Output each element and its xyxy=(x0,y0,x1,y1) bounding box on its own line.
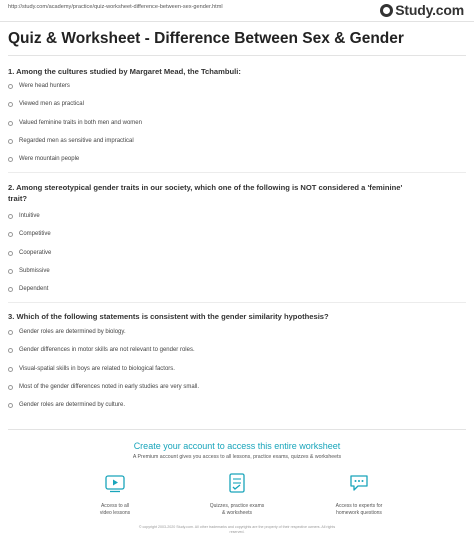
study-logo-text: Study.com xyxy=(395,2,464,18)
answer-option[interactable]: Gender differences in motor skills are not relevant to gender roles. xyxy=(8,347,195,353)
answer-option[interactable]: Visual-spatial skills in boys are related to biological factors. xyxy=(8,366,175,372)
question-3 xyxy=(8,311,463,408)
page-title: Quiz & Worksheet - Difference Between Sex & Gender xyxy=(8,30,404,47)
question-text: 2. Among stereotypical gender traits in our society, which one of the following is NOT considered a 'feminine' trait? xyxy=(8,183,403,203)
copyright-notice: © copyright 2003-2020 Study.com. All other trademarks and copyrights are the property of their respective owners. All rights reserved. xyxy=(138,525,336,534)
answer-option[interactable]: Intuitive xyxy=(8,213,40,219)
question-text: 3. Which of the following statements is consistent with the gender similarity hypothesis? xyxy=(8,312,329,321)
feature-experts xyxy=(319,472,399,516)
question-divider xyxy=(8,302,466,303)
chat-icon xyxy=(348,472,370,494)
answer-option[interactable]: Regarded men as sensitive and impractical xyxy=(8,138,134,144)
signup-promo xyxy=(8,429,466,532)
radio-icon[interactable] xyxy=(8,403,13,408)
answer-option[interactable]: Valued feminine traits in both men and women xyxy=(8,120,142,126)
radio-icon[interactable] xyxy=(8,330,13,335)
page-url[interactable]: http://study.com/academy/practice/quiz-worksheet-difference-between-sex-gender.html xyxy=(8,4,223,10)
video-icon xyxy=(104,472,126,494)
promo-title[interactable]: Create your account to access this entire worksheet xyxy=(133,441,341,451)
study-logo[interactable] xyxy=(380,2,464,18)
question-2 xyxy=(8,182,463,292)
radio-icon[interactable] xyxy=(8,367,13,372)
radio-icon[interactable] xyxy=(8,214,13,219)
answer-option[interactable]: Were mountain people xyxy=(8,156,79,162)
radio-icon[interactable] xyxy=(8,269,13,274)
question-divider xyxy=(8,172,466,173)
radio-icon[interactable] xyxy=(8,232,13,237)
radio-icon[interactable] xyxy=(8,102,13,107)
radio-icon[interactable] xyxy=(8,385,13,390)
feature-label: Access to all video lessons xyxy=(99,503,131,516)
radio-icon[interactable] xyxy=(8,287,13,292)
answer-option[interactable]: Dependent xyxy=(8,286,48,292)
top-bar xyxy=(0,0,474,22)
radio-icon[interactable] xyxy=(8,251,13,256)
answer-option[interactable]: Most of the gender differences noted in early studies are very small. xyxy=(8,384,199,390)
feature-label: Quizzes, practice exams & worksheets xyxy=(209,503,265,516)
study-logo-icon xyxy=(380,4,393,17)
question-1 xyxy=(8,66,463,162)
radio-icon[interactable] xyxy=(8,121,13,126)
radio-icon[interactable] xyxy=(8,348,13,353)
quiz-icon xyxy=(226,472,248,494)
answer-option[interactable]: Gender roles are determined by culture. xyxy=(8,402,125,408)
radio-icon[interactable] xyxy=(8,157,13,162)
feature-label: Access to experts for homework questions xyxy=(335,503,383,516)
radio-icon[interactable] xyxy=(8,84,13,89)
answer-option[interactable]: Competitive xyxy=(8,231,51,237)
title-divider xyxy=(8,55,466,56)
promo-subtitle: A Premium account gives you access to all lessons, practice exams, quizzes & worksheets xyxy=(132,454,342,460)
feature-video-lessons xyxy=(75,472,155,516)
answer-option[interactable]: Were head hunters xyxy=(8,83,70,89)
answer-option[interactable]: Gender roles are determined by biology. xyxy=(8,329,126,335)
question-text: 1. Among the cultures studied by Margaret Mead, the Tchambuli: xyxy=(8,67,241,76)
answer-option[interactable]: Submissive xyxy=(8,268,50,274)
feature-quizzes xyxy=(197,472,277,516)
answer-option[interactable]: Viewed men as practical xyxy=(8,101,84,107)
answer-option[interactable]: Cooperative xyxy=(8,250,51,256)
radio-icon[interactable] xyxy=(8,139,13,144)
